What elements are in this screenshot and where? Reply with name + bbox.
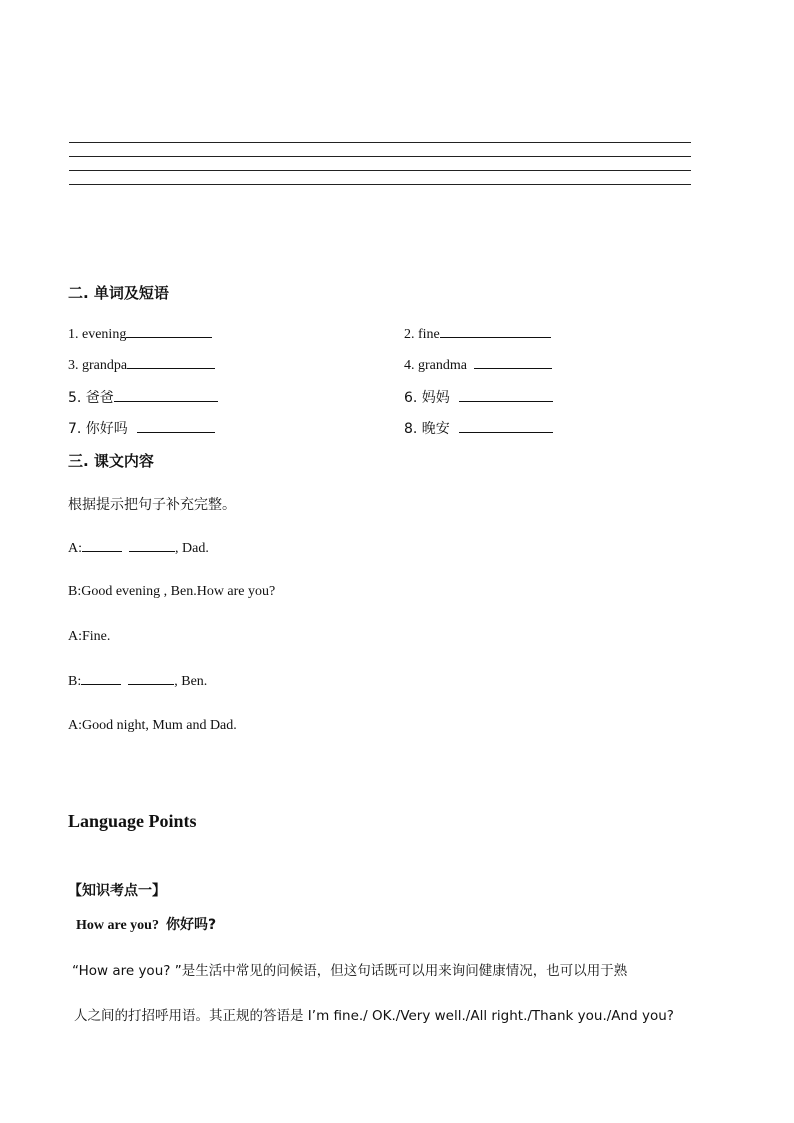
vocab-item-6 (404, 387, 553, 407)
answer-blank[interactable] (128, 673, 174, 685)
vocab-item-label: 2. fine (404, 327, 440, 342)
vocab-item-7 (68, 418, 215, 438)
vocab-item-label: 8. 晚安 (404, 421, 450, 437)
answer-blank[interactable] (137, 421, 215, 433)
dialogue-line-2: B:Good evening , Ben.How are you? (68, 584, 276, 599)
vocab-item-label: 3. grandpa (68, 358, 128, 373)
vocab-item-1 (68, 326, 212, 343)
vocab-item-label: 4. grandma (404, 358, 467, 373)
explanation-line-1: “How are you? ”是生活中常见的问候语，但这句话既可以用来询问健康情况，也可以用于熟 (72, 963, 628, 979)
answer-blank[interactable] (129, 540, 175, 552)
vocab-item-label: 7. 你好吗 (68, 421, 128, 437)
writing-line-1 (69, 142, 691, 143)
vocab-item-label: 5. 爸爸 (68, 390, 114, 406)
subheading-english: How are you? (76, 918, 159, 933)
explanation-line-2: 人之间的打招呼用语。其正规的答语是 I’m fine./ OK./Very well./All right./Thank you./And you? (74, 1008, 674, 1024)
dialogue-line-1: A: , Dad. (68, 541, 209, 556)
answer-blank[interactable] (126, 326, 212, 338)
writing-line-4 (69, 184, 691, 185)
subheading-chinese: 你好吗? (165, 917, 217, 933)
answer-blank[interactable] (459, 421, 553, 433)
answer-blank[interactable] (474, 357, 552, 369)
writing-line-3 (69, 170, 691, 171)
answer-blank[interactable] (114, 390, 218, 402)
vocab-item-5 (68, 387, 218, 407)
section3-instruction: 根据提示把句子补充完整。 (68, 497, 236, 513)
vocab-item-3 (68, 357, 215, 374)
section2-heading: 二. 单词及短语 (68, 284, 169, 302)
knowledge-point-1-subheading (76, 914, 216, 934)
answer-blank[interactable] (127, 357, 215, 369)
vocab-item-8 (404, 418, 553, 438)
dialogue-line-5: A:Good night, Mum and Dad. (68, 718, 237, 733)
answer-blank[interactable] (81, 673, 121, 685)
answer-blank[interactable] (82, 540, 122, 552)
knowledge-point-1-heading: 【知识考点一】 (68, 883, 166, 899)
language-points-title: Language Points (68, 811, 197, 831)
vocab-item-2 (404, 326, 551, 343)
dialogue-line-4: B: , Ben. (68, 674, 208, 689)
vocab-item-4 (404, 357, 552, 374)
vocab-item-label: 1. evening (68, 327, 127, 342)
vocab-item-label: 6. 妈妈 (404, 390, 450, 406)
dialogue-line-3: A:Fine. (68, 629, 111, 644)
section3-heading: 三. 课文内容 (68, 452, 154, 470)
writing-line-2 (69, 156, 691, 157)
answer-blank[interactable] (459, 390, 553, 402)
answer-blank[interactable] (440, 326, 551, 338)
